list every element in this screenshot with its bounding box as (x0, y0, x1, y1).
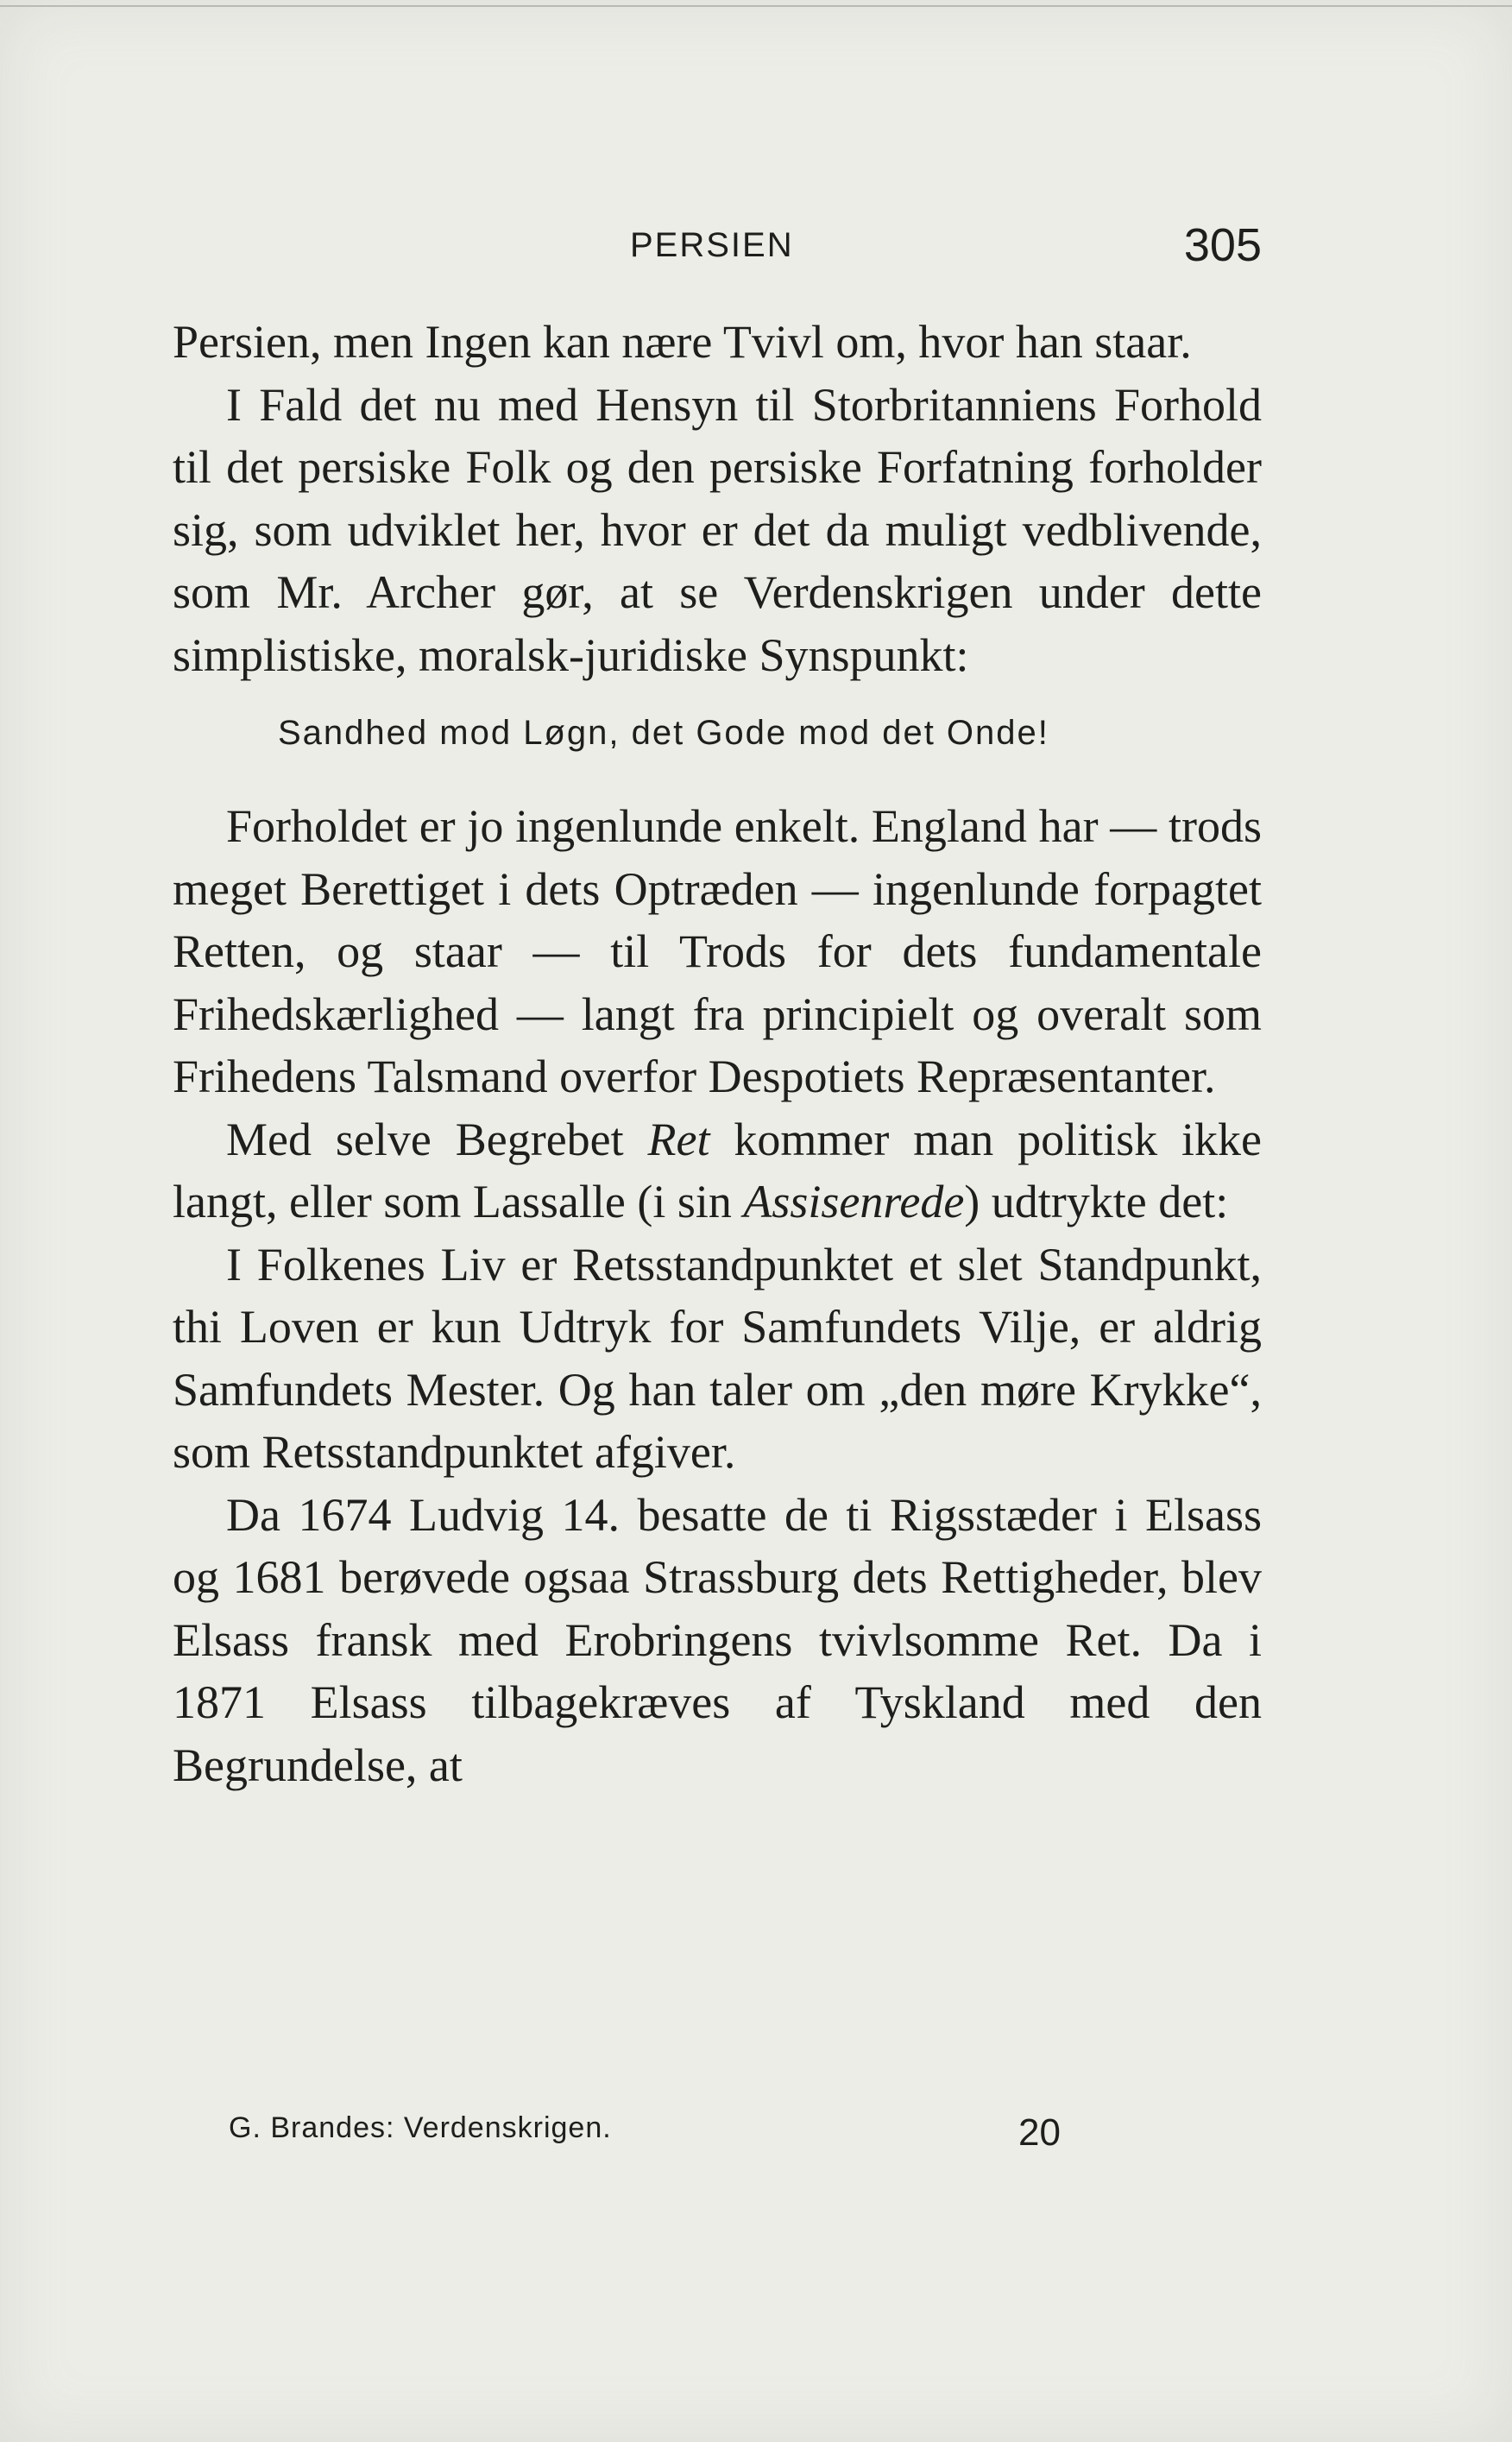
paragraph-1: Persien, men Ingen kan nære Tvivl om, hvor han staar. (173, 316, 1192, 368)
paragraph-4 (173, 1108, 1262, 1234)
running-title: PERSIEN (630, 226, 794, 264)
signature-mark: 20 (1018, 2111, 1061, 2154)
paragraph-4-text-a: Med selve Begrebet (226, 1113, 648, 1165)
top-edge-rule (0, 5, 1512, 7)
paragraph-3: Forholdet er jo ingenlunde enkelt. England har — trods meget Berettiget i dets Optræden — ingenlunde forpagtet Retten, og staar — til Trods for dets fundamentale Frihedskærlighed — langt fra principielt og overalt som Frihedens Talsmand overfor Despotiets Repræsentanter. (173, 800, 1262, 1102)
body-text (173, 311, 1262, 1796)
paragraph-6: Da 1674 Ludvig 14. besatte de ti Rigsstæder i Elsass og 1681 berøvede ogsaa Strassburg dets Rettigheder, blev Elsass fransk med Erobringens tvivlsomme Ret. Da i 1871 Elsass tilbagekræves af Tyskland med den Begrundelse, at (173, 1488, 1262, 1791)
paragraph-4-text-b: kommer man politisk ikke langt, eller som Lassalle (i sin (173, 1113, 1262, 1227)
paragraph-5: I Folkenes Liv er Retsstandpunktet et slet Standpunkt, thi Loven er kun Udtryk for Samfundets Vilje, er aldrig Samfundets Mester. Og han taler om „den møre Krykke“, som Retsstandpunktet afgiver. (173, 1238, 1262, 1478)
italic-assisenrede: Assisenrede (743, 1176, 965, 1227)
block-quote: Sandhed mod Løgn, det Gode mod det Onde! (278, 714, 1049, 752)
footer-signature: G. Brandes: Verdenskrigen. (229, 2111, 612, 2144)
paragraph-4-text-c: ) udtrykte det: (964, 1176, 1229, 1227)
page-number: 305 (1183, 219, 1262, 271)
paragraph-2: I Fald det nu med Hensyn til Storbritanniens Forhold til det persiske Folk og den persiske Forfatning forholder sig, som udviklet her, hvor er det da muligt vedblivende, som Mr. Archer gør, at se Verdenskrigen under dette simplistiske, moralsk-juridiske Synspunkt: (173, 378, 1262, 681)
italic-ret: Ret (647, 1113, 710, 1165)
